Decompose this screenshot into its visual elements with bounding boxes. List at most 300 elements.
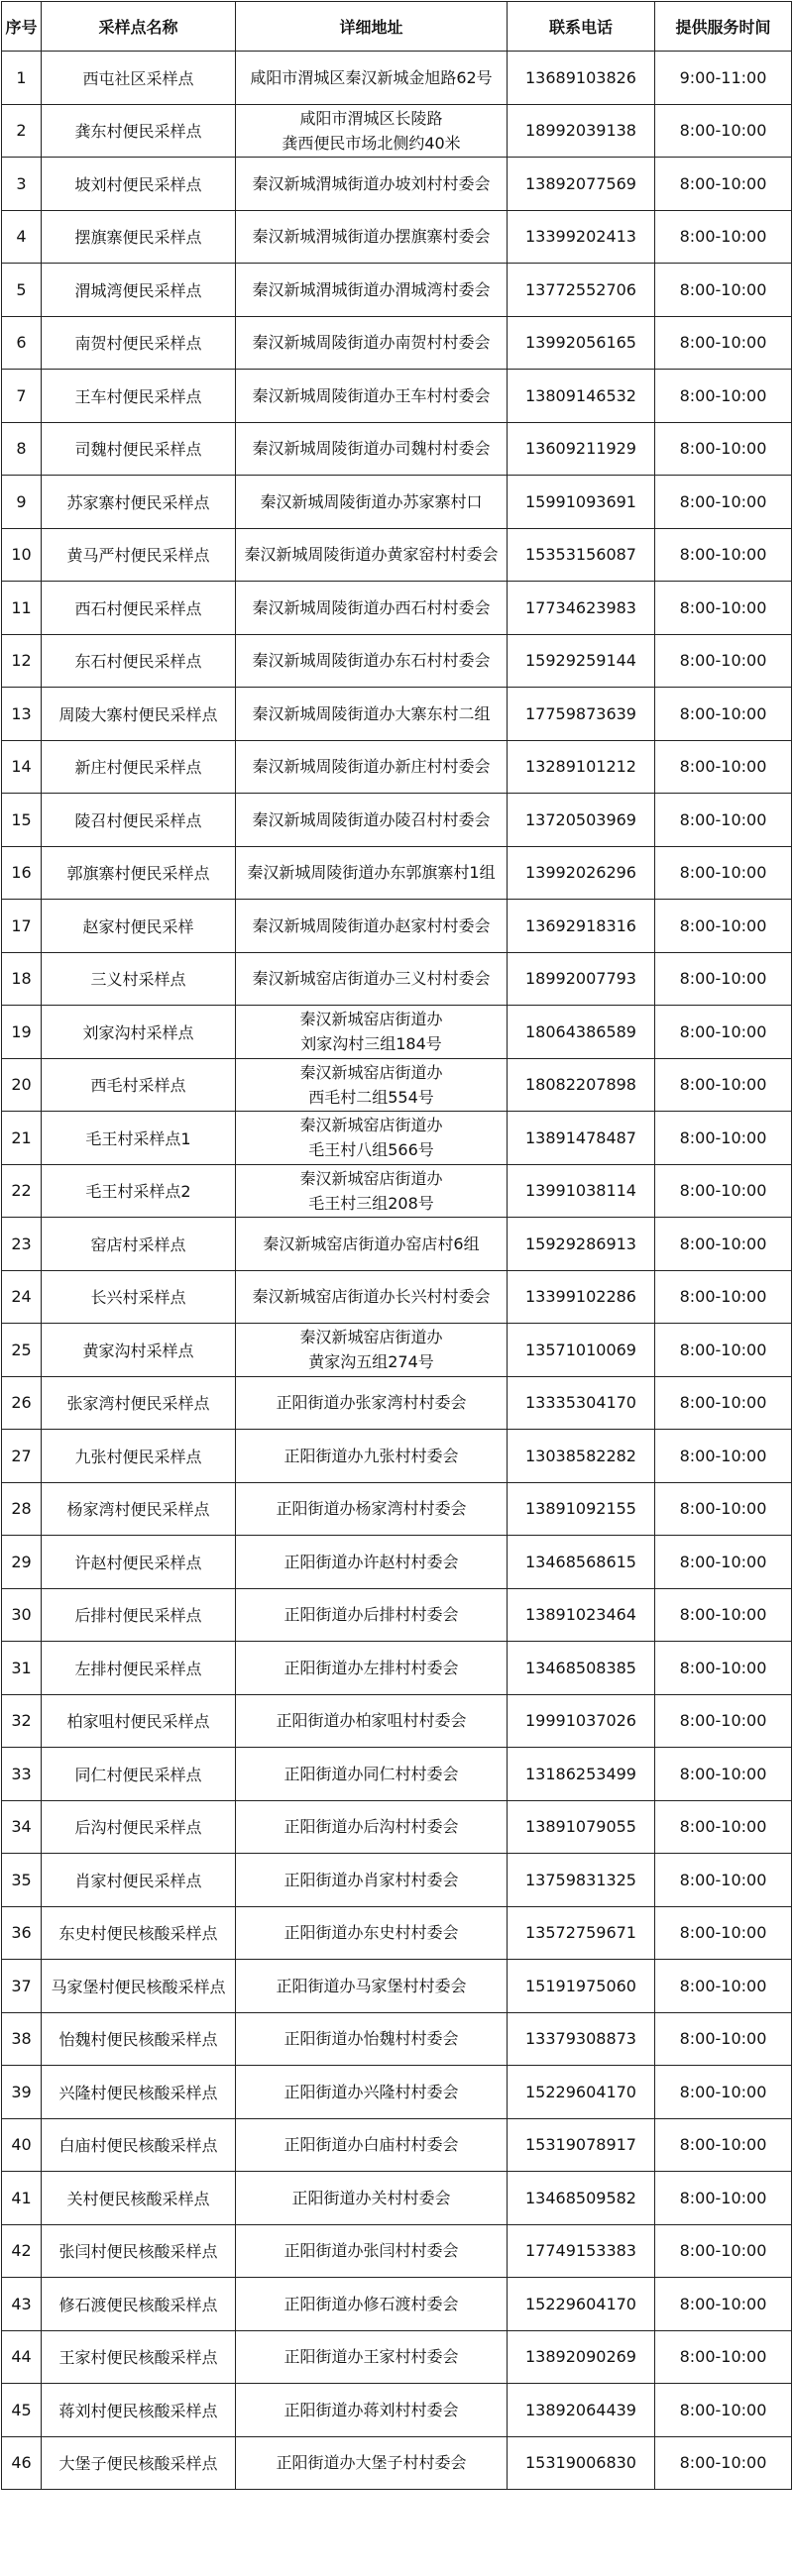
row-phone: 15229604170	[508, 2278, 655, 2331]
row-hours: 8:00-10:00	[655, 2172, 792, 2225]
row-name: 修石渡便民核酸采样点	[42, 2278, 236, 2331]
row-phone: 15191975060	[508, 1960, 655, 2013]
table-row	[2, 1482, 792, 1536]
row-name: 毛王村采样点1	[42, 1112, 236, 1165]
row-hours: 8:00-10:00	[655, 1748, 792, 1801]
table-row	[2, 104, 792, 158]
table-row	[2, 2436, 792, 2490]
row-address	[236, 2384, 508, 2437]
header-phone: 联系电话	[508, 2, 655, 52]
row-address	[236, 900, 508, 953]
row-name: 新庄村便民采样点	[42, 740, 236, 794]
row-hours: 8:00-10:00	[655, 1588, 792, 1642]
row-hours: 8:00-10:00	[655, 1376, 792, 1430]
row-address	[236, 1748, 508, 1801]
row-address	[236, 1642, 508, 1695]
row-name: 左排村便民采样点	[42, 1642, 236, 1695]
table-row	[2, 316, 792, 370]
table-row	[2, 1430, 792, 1483]
row-name: 张家湾村便民采样点	[42, 1376, 236, 1430]
table-row	[2, 476, 792, 529]
row-phone: 15319078917	[508, 2118, 655, 2172]
row-address-line: 正阳街道办王家村村委会	[283, 2347, 459, 2367]
row-hours: 8:00-10:00	[655, 158, 792, 211]
row-no: 20	[2, 1058, 42, 1112]
table-row	[2, 264, 792, 317]
row-address-line: 正阳街道办张家湾村村委会	[276, 1393, 467, 1413]
row-name: 司魏村便民采样点	[42, 422, 236, 476]
table-row	[2, 2066, 792, 2119]
row-phone: 18992007793	[508, 952, 655, 1006]
table-row	[2, 1164, 792, 1218]
row-no: 2	[2, 104, 42, 158]
row-address	[236, 316, 508, 370]
row-address	[236, 1694, 508, 1748]
table-row	[2, 158, 792, 211]
row-hours: 8:00-10:00	[655, 1218, 792, 1271]
sampling-points-table	[1, 1, 792, 2490]
row-name: 大堡子便民核酸采样点	[42, 2436, 236, 2490]
row-hours: 8:00-10:00	[655, 2278, 792, 2331]
row-no: 27	[2, 1430, 42, 1483]
table-row	[2, 2224, 792, 2278]
row-address-line: 正阳街道办大堡子村村委会	[276, 2453, 467, 2473]
row-hours: 8:00-10:00	[655, 2436, 792, 2490]
row-no: 28	[2, 1482, 42, 1536]
row-address	[236, 952, 508, 1006]
row-phone: 13891092155	[508, 1482, 655, 1536]
row-name: 苏家寨村便民采样点	[42, 476, 236, 529]
row-phone: 13891478487	[508, 1112, 655, 1165]
table-row	[2, 52, 792, 105]
row-phone: 13992026296	[508, 846, 655, 900]
row-no: 30	[2, 1588, 42, 1642]
row-name: 西石村便民采样点	[42, 582, 236, 635]
table-row	[2, 582, 792, 635]
row-no: 39	[2, 2066, 42, 2119]
row-address-line: 咸阳市渭城区长陵路	[299, 108, 443, 128]
row-phone: 13399102286	[508, 1270, 655, 1324]
row-no: 43	[2, 2278, 42, 2331]
row-address-line: 正阳街道办后排村村委会	[283, 1605, 459, 1625]
row-address	[236, 1376, 508, 1430]
row-no: 42	[2, 2224, 42, 2278]
row-no: 4	[2, 210, 42, 264]
row-address	[236, 422, 508, 476]
table-row	[2, 1112, 792, 1165]
row-no: 34	[2, 1800, 42, 1854]
row-no: 11	[2, 582, 42, 635]
row-no: 25	[2, 1324, 42, 1377]
row-address	[236, 158, 508, 211]
row-name: 西毛村采样点	[42, 1058, 236, 1112]
row-phone: 13891079055	[508, 1800, 655, 1854]
row-no: 29	[2, 1536, 42, 1589]
row-no: 17	[2, 900, 42, 953]
row-hours: 8:00-10:00	[655, 2012, 792, 2066]
row-address-line: 秦汉新城周陵街道办大寨东村二组	[252, 703, 491, 723]
row-address-line: 正阳街道办兴隆村村委会	[283, 2082, 459, 2101]
row-phone: 13689103826	[508, 52, 655, 105]
row-name: 三义村采样点	[42, 952, 236, 1006]
row-no: 7	[2, 370, 42, 423]
row-no: 12	[2, 634, 42, 688]
row-hours: 8:00-10:00	[655, 422, 792, 476]
row-hours: 8:00-10:00	[655, 1642, 792, 1695]
row-phone: 18082207898	[508, 1058, 655, 1112]
row-address-line: 正阳街道办后沟村村委会	[283, 1817, 459, 1837]
header-hours: 提供服务时间	[655, 2, 792, 52]
row-phone: 13571010069	[508, 1324, 655, 1377]
row-address-line: 秦汉新城窑店街道办	[299, 1062, 443, 1082]
row-name: 郭旗寨村便民采样点	[42, 846, 236, 900]
row-address-line: 秦汉新城窑店街道办	[299, 1168, 443, 1188]
table-row	[2, 794, 792, 847]
row-name: 兴隆村便民核酸采样点	[42, 2066, 236, 2119]
row-address	[236, 1164, 508, 1218]
row-address	[236, 2066, 508, 2119]
row-address	[236, 1906, 508, 1960]
table-row	[2, 1588, 792, 1642]
row-hours: 8:00-10:00	[655, 1430, 792, 1483]
row-hours: 8:00-10:00	[655, 900, 792, 953]
row-address-line: 咸阳市渭城区秦汉新城金旭路62号	[250, 67, 493, 87]
row-name: 后排村便民采样点	[42, 1588, 236, 1642]
row-phone: 17759873639	[508, 688, 655, 741]
row-phone: 13335304170	[508, 1376, 655, 1430]
table-row	[2, 2278, 792, 2331]
row-no: 37	[2, 1960, 42, 2013]
table-row	[2, 952, 792, 1006]
row-hours: 8:00-10:00	[655, 528, 792, 582]
row-address-line: 西毛村二组554号	[308, 1087, 434, 1107]
row-address	[236, 1854, 508, 1907]
table-row	[2, 1058, 792, 1112]
row-hours: 8:00-10:00	[655, 2118, 792, 2172]
table-row	[2, 740, 792, 794]
row-address	[236, 688, 508, 741]
row-phone: 13809146532	[508, 370, 655, 423]
row-address	[236, 740, 508, 794]
table-row	[2, 634, 792, 688]
row-name: 渭城湾便民采样点	[42, 264, 236, 317]
row-phone: 15229604170	[508, 2066, 655, 2119]
row-phone: 13468509582	[508, 2172, 655, 2225]
row-phone: 13289101212	[508, 740, 655, 794]
row-address	[236, 1270, 508, 1324]
row-phone: 13759831325	[508, 1854, 655, 1907]
row-name: 东史村便民核酸采样点	[42, 1906, 236, 1960]
table-row	[2, 1376, 792, 1430]
row-phone: 13892077569	[508, 158, 655, 211]
row-hours: 8:00-10:00	[655, 264, 792, 317]
row-address-line: 秦汉新城周陵街道办东郭旗寨村1组	[247, 863, 496, 883]
row-no: 46	[2, 2436, 42, 2490]
row-address-line: 秦汉新城周陵街道办黄家窑村村委会	[244, 545, 499, 565]
row-no: 6	[2, 316, 42, 370]
row-address-line: 正阳街道办东史村村委会	[283, 1923, 459, 1943]
table-row	[2, 370, 792, 423]
row-name: 坡刘村便民采样点	[42, 158, 236, 211]
row-name: 黄马严村便民采样点	[42, 528, 236, 582]
row-name: 关村便民核酸采样点	[42, 2172, 236, 2225]
table-row	[2, 688, 792, 741]
row-phone: 18064386589	[508, 1006, 655, 1059]
row-address-line: 秦汉新城周陵街道办陵召村村委会	[252, 809, 491, 829]
row-no: 14	[2, 740, 42, 794]
row-address-line: 秦汉新城渭城街道办摆旗寨村委会	[252, 227, 491, 247]
row-address-line: 正阳街道办柏家咀村村委会	[276, 1711, 467, 1731]
row-name: 王家村便民核酸采样点	[42, 2330, 236, 2384]
row-address-line: 正阳街道办同仁村村委会	[283, 1764, 459, 1783]
table-row	[2, 1800, 792, 1854]
row-name: 窑店村采样点	[42, 1218, 236, 1271]
row-hours: 8:00-10:00	[655, 1324, 792, 1377]
row-no: 21	[2, 1112, 42, 1165]
row-address-line: 秦汉新城周陵街道办苏家寨村口	[260, 491, 483, 511]
row-address-line: 秦汉新城窑店街道办	[299, 1010, 443, 1029]
row-address-line: 秦汉新城窑店街道办三义村村委会	[252, 969, 491, 989]
row-no: 33	[2, 1748, 42, 1801]
row-no: 18	[2, 952, 42, 1006]
row-name: 白庙村便民核酸采样点	[42, 2118, 236, 2172]
table-row	[2, 2330, 792, 2384]
row-no: 15	[2, 794, 42, 847]
row-hours: 8:00-10:00	[655, 2330, 792, 2384]
row-name: 长兴村采样点	[42, 1270, 236, 1324]
row-no: 19	[2, 1006, 42, 1059]
row-address-line: 正阳街道办蒋刘村村委会	[283, 2400, 459, 2419]
row-no: 9	[2, 476, 42, 529]
row-name: 蒋刘村便民核酸采样点	[42, 2384, 236, 2437]
table-row	[2, 2172, 792, 2225]
row-name: 龚东村便民采样点	[42, 104, 236, 158]
row-phone: 13991038114	[508, 1164, 655, 1218]
row-name: 许赵村便民采样点	[42, 1536, 236, 1589]
row-address-line: 正阳街道办杨家湾村村委会	[276, 1499, 467, 1519]
row-hours: 8:00-10:00	[655, 1112, 792, 1165]
table-row	[2, 1854, 792, 1907]
row-phone: 13609211929	[508, 422, 655, 476]
row-hours: 8:00-10:00	[655, 1482, 792, 1536]
row-no: 10	[2, 528, 42, 582]
row-phone: 15991093691	[508, 476, 655, 529]
row-address-line: 黄家沟五组274号	[308, 1352, 434, 1372]
row-phone: 13038582282	[508, 1430, 655, 1483]
row-no: 13	[2, 688, 42, 741]
row-address	[236, 1536, 508, 1589]
row-hours: 8:00-10:00	[655, 1694, 792, 1748]
row-address-line: 秦汉新城周陵街道办新庄村村委会	[252, 757, 491, 777]
row-hours: 8:00-10:00	[655, 1058, 792, 1112]
row-address	[236, 1960, 508, 2013]
table-row	[2, 846, 792, 900]
table-row	[2, 1694, 792, 1748]
row-hours: 8:00-10:00	[655, 952, 792, 1006]
row-address	[236, 1324, 508, 1377]
row-name: 赵家村便民采样	[42, 900, 236, 953]
row-hours: 8:00-10:00	[655, 1854, 792, 1907]
row-address	[236, 1430, 508, 1483]
row-hours: 8:00-10:00	[655, 2066, 792, 2119]
row-address-line: 秦汉新城周陵街道办司魏村村委会	[252, 439, 491, 459]
row-name: 后沟村便民采样点	[42, 1800, 236, 1854]
row-hours: 8:00-10:00	[655, 1164, 792, 1218]
row-hours: 8:00-10:00	[655, 1906, 792, 1960]
row-address-line: 正阳街道办怡魏村村委会	[283, 2029, 459, 2049]
table-row	[2, 1006, 792, 1059]
row-address	[236, 2012, 508, 2066]
row-address-line: 秦汉新城渭城街道办渭城湾村委会	[252, 279, 491, 299]
row-name: 黄家沟村采样点	[42, 1324, 236, 1377]
row-no: 16	[2, 846, 42, 900]
row-no: 38	[2, 2012, 42, 2066]
table-row	[2, 1324, 792, 1377]
row-no: 3	[2, 158, 42, 211]
row-address-line: 正阳街道办许赵村村委会	[283, 1552, 459, 1571]
row-address-line: 毛王村三组208号	[308, 1193, 434, 1213]
row-address-line: 正阳街道办修石渡村委会	[283, 2294, 459, 2313]
table-row	[2, 1270, 792, 1324]
row-name: 南贺村便民采样点	[42, 316, 236, 370]
row-phone: 15929286913	[508, 1218, 655, 1271]
header-address: 详细地址	[236, 2, 508, 52]
row-hours: 8:00-10:00	[655, 316, 792, 370]
row-name: 杨家湾村便民采样点	[42, 1482, 236, 1536]
row-address	[236, 1588, 508, 1642]
row-hours: 8:00-10:00	[655, 104, 792, 158]
table-row	[2, 2384, 792, 2437]
row-phone: 13468508385	[508, 1642, 655, 1695]
row-hours: 8:00-10:00	[655, 370, 792, 423]
row-hours: 8:00-10:00	[655, 688, 792, 741]
row-address-line: 正阳街道办九张村村委会	[283, 1446, 459, 1465]
row-phone: 13468568615	[508, 1536, 655, 1589]
row-address-line: 正阳街道办肖家村村委会	[283, 1870, 459, 1889]
table-header-row	[2, 2, 792, 52]
row-name: 刘家沟村采样点	[42, 1006, 236, 1059]
row-address	[236, 2118, 508, 2172]
row-address	[236, 1800, 508, 1854]
row-hours: 8:00-10:00	[655, 476, 792, 529]
row-address	[236, 1482, 508, 1536]
row-phone: 13399202413	[508, 210, 655, 264]
row-hours: 8:00-10:00	[655, 1800, 792, 1854]
row-address-line: 秦汉新城周陵街道办南贺村村委会	[252, 333, 491, 353]
row-address	[236, 528, 508, 582]
row-address	[236, 634, 508, 688]
row-address	[236, 52, 508, 105]
row-no: 36	[2, 1906, 42, 1960]
row-phone: 17749153383	[508, 2224, 655, 2278]
row-address	[236, 794, 508, 847]
row-address	[236, 476, 508, 529]
table-row	[2, 1906, 792, 1960]
row-name: 西屯社区采样点	[42, 52, 236, 105]
row-address	[236, 210, 508, 264]
row-address-line: 秦汉新城窑店街道办	[299, 1328, 443, 1347]
row-address-line: 正阳街道办关村村委会	[291, 2188, 451, 2207]
row-address-line: 正阳街道办左排村村委会	[283, 1658, 459, 1677]
row-hours: 8:00-10:00	[655, 794, 792, 847]
row-name: 柏家咀村便民采样点	[42, 1694, 236, 1748]
row-hours: 8:00-10:00	[655, 2224, 792, 2278]
row-hours: 8:00-10:00	[655, 1006, 792, 1059]
header-name: 采样点名称	[42, 2, 236, 52]
row-address	[236, 2436, 508, 2490]
row-address	[236, 264, 508, 317]
table-row	[2, 528, 792, 582]
row-hours: 8:00-10:00	[655, 1536, 792, 1589]
row-address-line: 毛王村八组566号	[308, 1140, 434, 1160]
row-no: 5	[2, 264, 42, 317]
row-address-line: 正阳街道办白庙村村委会	[283, 2135, 459, 2155]
row-no: 40	[2, 2118, 42, 2172]
row-hours: 8:00-10:00	[655, 582, 792, 635]
row-address-line: 秦汉新城周陵街道办赵家村村委会	[252, 915, 491, 935]
row-phone: 13692918316	[508, 900, 655, 953]
row-name: 摆旗寨便民采样点	[42, 210, 236, 264]
row-address	[236, 2224, 508, 2278]
row-no: 32	[2, 1694, 42, 1748]
row-address	[236, 846, 508, 900]
table-row	[2, 1748, 792, 1801]
row-address	[236, 2278, 508, 2331]
row-hours: 8:00-10:00	[655, 210, 792, 264]
row-no: 44	[2, 2330, 42, 2384]
row-hours: 8:00-10:00	[655, 634, 792, 688]
row-phone: 13992056165	[508, 316, 655, 370]
row-name: 马家堡村便民核酸采样点	[42, 1960, 236, 2013]
row-address-line: 秦汉新城周陵街道办东石村村委会	[252, 651, 491, 671]
row-phone: 15929259144	[508, 634, 655, 688]
row-phone: 13892090269	[508, 2330, 655, 2384]
row-address-line: 秦汉新城周陵街道办王车村村委会	[252, 385, 491, 405]
row-address-line: 秦汉新城窑店街道办窑店村6组	[263, 1234, 480, 1253]
row-name: 怡魏村便民核酸采样点	[42, 2012, 236, 2066]
row-no: 22	[2, 1164, 42, 1218]
table-row	[2, 1960, 792, 2013]
row-no: 35	[2, 1854, 42, 1907]
row-address-line: 刘家沟村三组184号	[300, 1034, 442, 1054]
row-name: 毛王村采样点2	[42, 1164, 236, 1218]
row-no: 23	[2, 1218, 42, 1271]
row-hours: 9:00-11:00	[655, 52, 792, 105]
row-name: 王车村便民采样点	[42, 370, 236, 423]
row-no: 8	[2, 422, 42, 476]
table-row	[2, 1536, 792, 1589]
row-name: 九张村便民采样点	[42, 1430, 236, 1483]
row-hours: 8:00-10:00	[655, 1960, 792, 2013]
table-row	[2, 900, 792, 953]
row-no: 45	[2, 2384, 42, 2437]
table-row	[2, 1642, 792, 1695]
table-row	[2, 1218, 792, 1271]
row-address	[236, 2172, 508, 2225]
row-address	[236, 582, 508, 635]
row-name: 周陵大寨村便民采样点	[42, 688, 236, 741]
row-address-line: 秦汉新城周陵街道办西石村村委会	[252, 597, 491, 617]
row-address-line: 秦汉新城渭城街道办坡刘村村委会	[252, 173, 491, 193]
row-address-line: 秦汉新城窑店街道办	[299, 1116, 443, 1135]
row-hours: 8:00-10:00	[655, 1270, 792, 1324]
row-address-line: 秦汉新城窑店街道办长兴村村委会	[252, 1287, 491, 1307]
row-no: 26	[2, 1376, 42, 1430]
table-row	[2, 2118, 792, 2172]
table-row	[2, 2012, 792, 2066]
row-name: 张闫村便民核酸采样点	[42, 2224, 236, 2278]
row-phone: 15319006830	[508, 2436, 655, 2490]
